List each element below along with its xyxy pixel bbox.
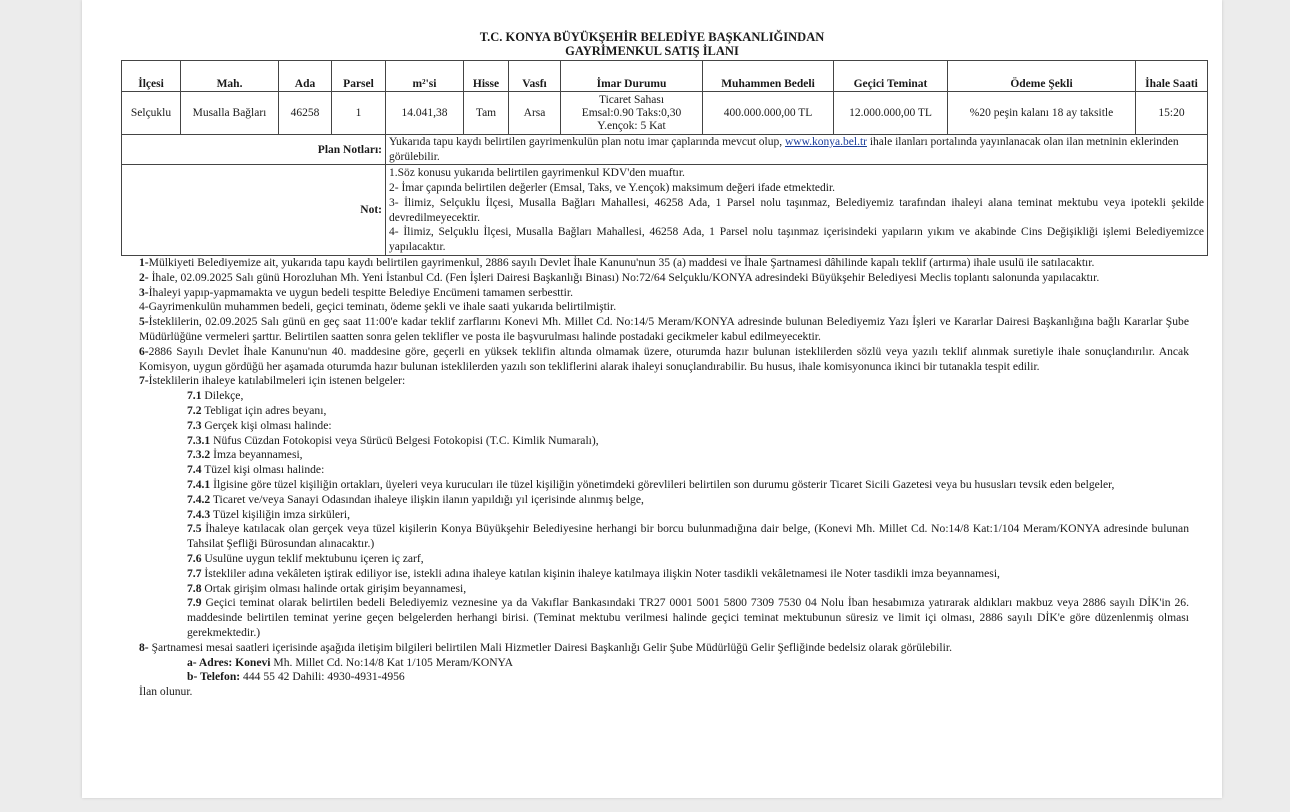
cell-muhammen: 400.000.000,00 TL	[703, 92, 834, 135]
imar-line: Emsal:0.90 Taks:0,30	[581, 106, 682, 119]
property-table	[121, 60, 1208, 256]
cell-vasfi: Arsa	[509, 92, 561, 135]
paragraph: 3-İhaleyi yapıp-yapmamakta ve uygun bedeli tespitte Belediye Encümeni tamamen serbesttir.	[139, 285, 573, 299]
col-header: Ödeme Şekli	[948, 61, 1136, 92]
cell-ada: 46258	[279, 92, 332, 135]
notes-row	[122, 165, 1208, 256]
list-item: 7.4.2 Ticaret ve/veya Sanayi Odasından ihaleye ilişkin ilanın yapıldığı yıl içerisinde alınmış belge,	[187, 492, 644, 506]
col-header: İhale Saati	[1136, 61, 1208, 92]
col-header: Mah.	[181, 61, 279, 92]
imar-line: Ticaret Sahası	[598, 93, 665, 106]
contact-phone: b- Telefon: 444 55 42 Dahili: 4930-4931-4956	[187, 670, 405, 684]
paragraph: 6-2886 Sayılı Devlet İhale Kanunu'nun 40. maddesine göre, geçerli en yüksek teklifin altında olmamak üzere, oturumda hazır bulunan isteklilerden sözlü veya yazılı teklif alınmak suretiyle ihale sonuçlandırılır. Ancak Komisyon, uygun gördüğü her aşamada oturumda hazır bulunan isteklilerden yazılı son tekliflerini alarak ihaleyi sonuçlandırabilir. Bu husus, ihale komisyonunca ikinci bir tutanakla tespit edilir.	[139, 344, 1189, 373]
col-header: Geçici Teminat	[834, 61, 948, 92]
list-item: 7.8 Ortak girişim olması halinde ortak girişim beyannamesi,	[187, 581, 467, 595]
list-item: 7.5 İhaleye katılacak olan gerçek veya tüzel kişilerin Konya Büyükşehir Belediyesine herhangi bir borcu bulunmadığına dair belge, (Konevi Mh. Millet Cd. No:14/8 Kat:1/104 Meram/KONYA adresinde bulunan Tahsilat Şefliği Bürosundan alınacaktır.)	[187, 522, 1189, 551]
list-item: 7.3 Gerçek kişi olması halinde:	[187, 418, 332, 432]
cell-teminat: 12.000.000,00 TL	[834, 92, 948, 135]
notes-text	[386, 165, 1208, 256]
list-item: 7.4 Tüzel kişi olması halinde:	[187, 463, 325, 477]
col-header: İmar Durumu	[561, 61, 703, 92]
list-item: 7.2 Tebligat için adres beyanı,	[187, 403, 327, 417]
col-header: Vasfı	[509, 61, 561, 92]
col-header: m²'si	[386, 61, 464, 92]
konya-website-link[interactable]: www.konya.bel.tr	[785, 136, 867, 148]
list-item: 7.1 Dilekçe,	[187, 389, 244, 403]
list-item: 7.4.3 Tüzel kişiliğin imza sirküleri,	[187, 507, 351, 521]
list-item: 7.3.2 İmza beyannamesi,	[187, 448, 303, 462]
document-subtitle: GAYRİMENKUL SATIŞ İLANI	[565, 44, 739, 58]
plan-notes-label: Plan Notları:	[122, 135, 386, 165]
cell-odeme: %20 peşin kalanı 18 ay taksitle	[948, 92, 1136, 135]
cell-saat: 15:20	[1136, 92, 1208, 135]
list-item: 7.9 Geçici teminat olarak belirtilen bedeli Belediyemiz veznesine ya da Vakıflar Bankasındaki TR27 0001 5001 5800 7309 7530 04 Nolu İban hesabımıza yatırarak aldıkları makbuz veya 2886 sayılı DİK'in 26. maddesinde belirtilen teminat yerine geçen belgelerden herhangi birisi. (Teminat mektubu verilmesi halinde geçici teminat mektubunun süresiz ve limit içi olması, 2886 sayılı DİK'e göre düzenlenmiş olması gerekmektedir.)	[187, 596, 1189, 639]
note-item: 2- İmar çapında belirtilen değerler (Emsal, Taks, ve Y.ençok) maksimum değeri ifade etmektedir.	[389, 181, 836, 194]
plan-notes-text	[386, 135, 1208, 165]
list-item: 7.3.1 Nüfus Cüzdan Fotokopisi veya Sürücü Belgesi Fotokopisi (T.C. Kimlik Numaralı),	[187, 433, 599, 447]
table-row	[122, 92, 1208, 135]
list-item: 7.7 İstekliler adına vekâleten iştirak ediliyor ise, istekli adına ihaleye katılan kişinin ihaleye katılmaya ilişkin Noter tasdikli vekâletnamesi ile Noter tasdikli imza beyannamesi,	[187, 566, 1000, 580]
plan-text-after: ihale ilanları portalında yayınlanacak olan ilan metninin eklerinden görülebilir.	[389, 136, 1179, 163]
announcement-body	[139, 256, 1189, 700]
paragraph: 1-Mülkiyeti Belediyemize ait, yukarıda tapu kaydı belirtilen gayrimenkul, 2886 sayılı Devlet İhale Kanunu'nun 35 (a) maddesi ve İhale Şartnamesi dâhilinde kapalı teklif (artırma) ihale usulü ile satılacaktır.	[139, 256, 1095, 269]
plan-text-before: Yukarıda tapu kaydı belirtilen gayrimenkulün plan notu imar çaplarında mevcut olup,	[389, 136, 785, 148]
document-title: T.C. KONYA BÜYÜKŞEHİR BELEDİYE BAŞKANLIĞINDAN	[479, 30, 825, 44]
paragraph: 7-İsteklilerin ihaleye katılabilmeleri için istenen belgeler:	[139, 374, 406, 388]
paragraph: 5-İsteklilerin, 02.09.2025 Salı günü en geç saat 11:00'e kadar teklif zarflarını Konevi Mh. Millet Cd. No:14/5 Meram/KONYA adresinde bulunan Belediyemiz Yazı İşleri ve Kararlar Dairesi Başkanlığına bağlı Kararlar Şube Müdürlüğüne vermeleri şarttır. Belirtilen saatten sonra gelen teklifler ve posta ile başvurulması halinde postadaki gecikmeler kabul edilmeyecektir.	[139, 315, 1189, 343]
paragraph: 8- Şartnamesi mesai saatleri içerisinde aşağıda iletişim bilgileri belirtilen Mali Hizmetler Dairesi Başkanlığı Gelir Şube Müdürlüğü Gelir Şefliğinde bedelsiz olarak görülebilir.	[139, 640, 952, 654]
cell-hisse: Tam	[464, 92, 509, 135]
col-header: Ada	[279, 61, 332, 92]
closing-line: İlan olunur.	[139, 685, 193, 699]
list-item: 7.6 Usulüne uygun teklif mektubunu içeren iç zarf,	[187, 551, 424, 565]
notes-label: Not:	[122, 165, 386, 256]
plan-notes-row	[122, 135, 1208, 165]
cell-mahalle: Musalla Bağları	[181, 92, 279, 135]
contact-address: a- Adres: Konevi Mh. Millet Cd. No:14/8 Kat 1/105 Meram/KONYA	[187, 655, 514, 669]
col-header: Hisse	[464, 61, 509, 92]
cell-ilce: Selçuklu	[122, 92, 181, 135]
document-page	[82, 0, 1222, 798]
note-item: 1.Söz konusu yukarıda belirtilen gayrimenkul KDV'den muaftır.	[389, 167, 685, 180]
cell-imar	[561, 92, 703, 135]
cell-parsel: 1	[332, 92, 386, 135]
table-header-row	[122, 61, 1208, 92]
paragraph: 4-Gayrimenkulün muhammen bedeli, geçici teminatı, ödeme şekli ve ihale saati yukarıda belirtilmiştir.	[139, 300, 617, 314]
col-header: Parsel	[332, 61, 386, 92]
cell-m2: 14.041,38	[386, 92, 464, 135]
note-item: 4- İlimiz, Selçuklu İlçesi, Musalla Bağları Mahallesi, 46258 Ada, 1 Parsel nolu taşınmaz içerisindeki yapıların yıkım ve akabinde Cins Değişikliği işlemi Belediyemizce yapılacaktır.	[389, 226, 1204, 254]
list-item: 7.4.1 İlgisine göre tüzel kişiliğin ortakları, üyeleri veya kurucuları ile tüzel kişiliğin yönetimdeki görevlileri belirtilen son durumu gösterir Ticaret Sicili Gazetesi veya bu hususları tevsik eden belgeler,	[187, 477, 1115, 491]
note-item: 3- İlimiz, Selçuklu İlçesi, Musalla Bağları Mahallesi, 46258 Ada, 1 Parsel nolu taşınmaz, Belediyemiz tarafından ihaleyi alana teminat mektubu veya ipotekli şekilde devredilmeyecektir.	[389, 196, 1204, 224]
col-header: Muhammen Bedeli	[703, 61, 834, 92]
paragraph: 2- İhale, 02.09.2025 Salı günü Horozluhan Mh. Yeni İstanbul Cd. (Fen İşleri Dairesi Başkanlığı Binası) No:72/64 Selçuklu/KONYA adresindeki Büyükşehir Belediyesi Meclis toplantı salonunda yapılacaktır.	[139, 270, 1100, 284]
col-header: İlçesi	[122, 61, 181, 92]
imar-line: Y.ençok: 5 Kat	[597, 119, 666, 132]
